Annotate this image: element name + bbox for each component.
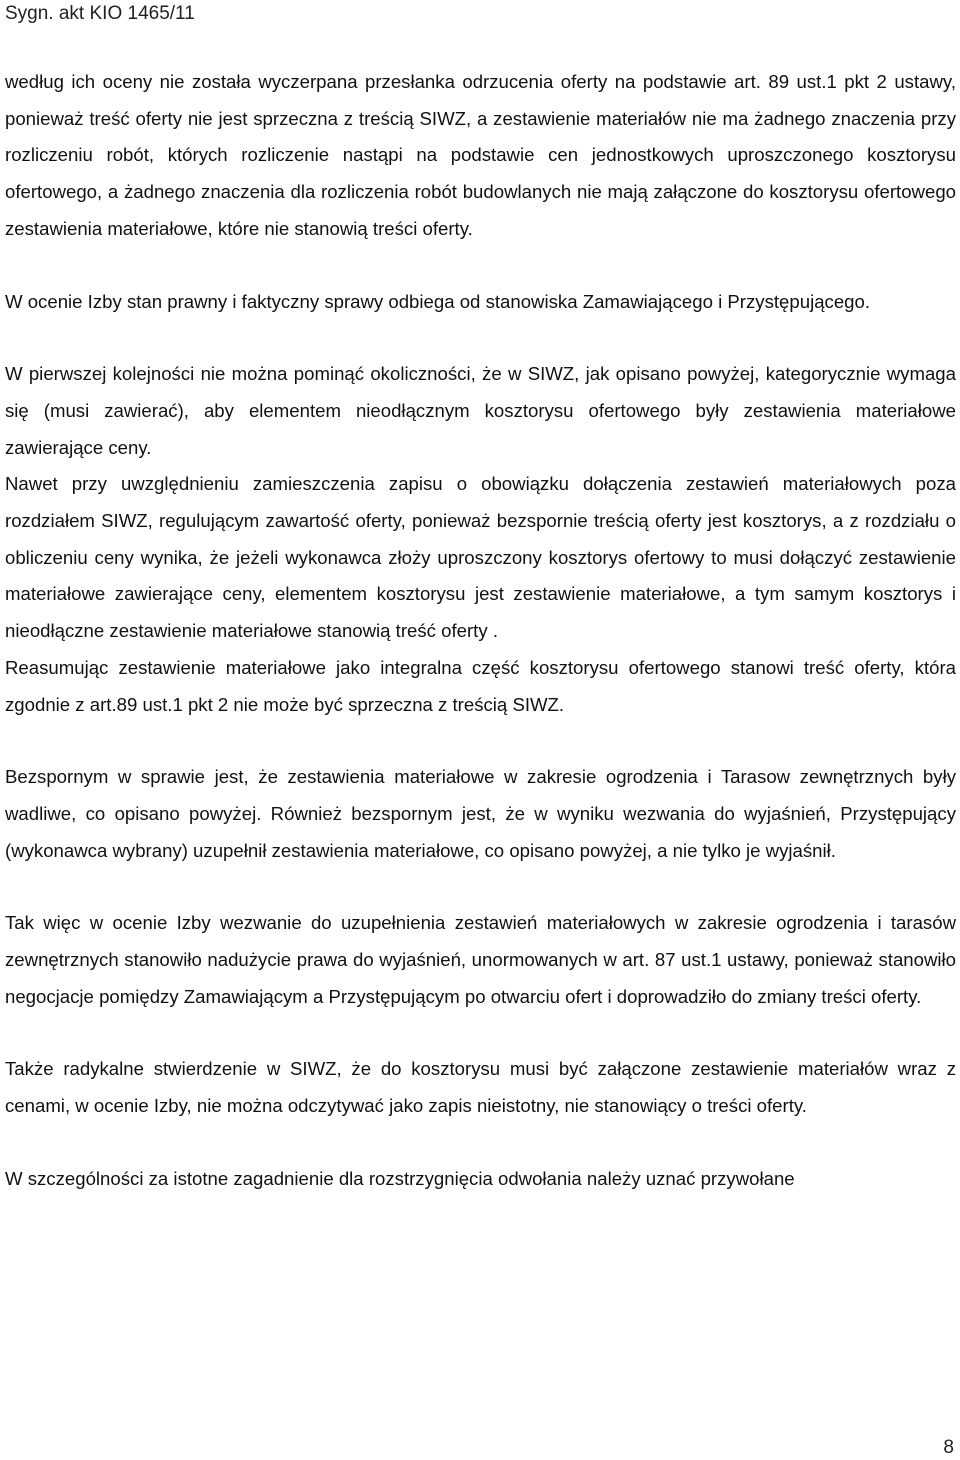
paragraph-undisputed-facts: Bezspornym w sprawie jest, że zestawienia materiałowe w zakresie ogrodzenia i Tarasow zewnętrznych były wadliwe, co opisano powyżej. Również bezspornym jest, że w wyniku wezwania do wyjaśnień, Przystępujący (wykonawca wybrany) uzupełnił zestawienia materiałowe, co opisano powyżej, a nie tylko je wyjaśnił. xyxy=(5,766,956,861)
paragraph-abuse-of-clarification: Tak więc w ocenie Izby wezwanie do uzupełnienia zestawień materiałowych w zakresie ogrodzenia i tarasów zewnętrznych stanowiło nadużycie prawa do wyjaśnień, unormowanych w art. 87 ust.1 ustawy, ponieważ stanowiło negocjacje pomiędzy Zamawiającym a Przystępującym po otwarciu ofert i doprowadziło do zmiany treści oferty. xyxy=(5,912,956,1007)
document-body xyxy=(5,64,956,1198)
paragraph-summary: Reasumując zestawienie materiałowe jako integralna część kosztorysu ofertowego stanowi treść oferty, która zgodnie z art.89 ust.1 pkt 2 nie może być sprzeczna z treścią SIWZ. xyxy=(5,656,956,715)
paragraph-material-statements: Nawet przy uwzględnieniu zamieszczenia zapisu o obowiązku dołączenia zestawień materiałowych poza rozdziałem SIWZ, regulującym zawartość oferty, ponieważ bezspornie treścią oferty jest kosztorys, a z rozdziału o obliczeniu ceny wynika, że jeżeli wykonawca złoży uproszczony kosztorys ofertowy to musi dołączyć zestawienie materiałowe zawierające ceny, elementem kosztorysu jest zestawienie materiałowe, a tym samym kosztorys i nieodłączne zestawienie materiałowe stanowią treść oferty . xyxy=(5,473,956,642)
page-number: 8 xyxy=(943,1437,954,1458)
paragraph-siwz-requirement: W pierwszej kolejności nie można pominąć okoliczności, że w SIWZ, jak opisano powyżej, kategorycznie wymaga się (musi zawierać), aby elementem nieodłącznym kosztorysu ofertowego były zestawienia materiałowe zawierające ceny. xyxy=(5,363,956,458)
paragraph-art89-argument: według ich oceny nie została wyczerpana przesłanka odrzucenia oferty na podstawie art. 89 ust.1 pkt 2 ustawy, ponieważ treść oferty nie jest sprzeczna z treścią SIWZ, a zestawienie materiałów nie ma żadnego znaczenia przy rozliczeniu robót, których rozliczenie nastąpi na podstawie cen jednostkowych uproszczonego kosztorysu ofertowego, a żadnego znaczenia dla rozliczenia robót budowlanych nie mają załączone do kosztorysu ofertowego zestawienia materiałowe, które nie stanowią treści oferty. xyxy=(5,71,956,239)
case-reference-header: Sygn. akt KIO 1465/11 xyxy=(5,3,195,24)
paragraph-key-issue: W szczególności za istotne zagadnienie dla rozstrzygnięcia odwołania należy uznać przywołane xyxy=(5,1167,795,1189)
paragraph-radical-statement: Także radykalne stwierdzenie w SIWZ, że do kosztorysu musi być załączone zestawienie materiałów wraz z cenami, w ocenie Izby, nie można odczytywać jako zapis nieistotny, nie stanowiący o treści oferty. xyxy=(5,1058,956,1117)
paragraph-chamber-assessment: W ocenie Izby stan prawny i faktyczny sprawy odbiega od stanowiska Zamawiającego i Przystępującego. xyxy=(5,290,871,312)
